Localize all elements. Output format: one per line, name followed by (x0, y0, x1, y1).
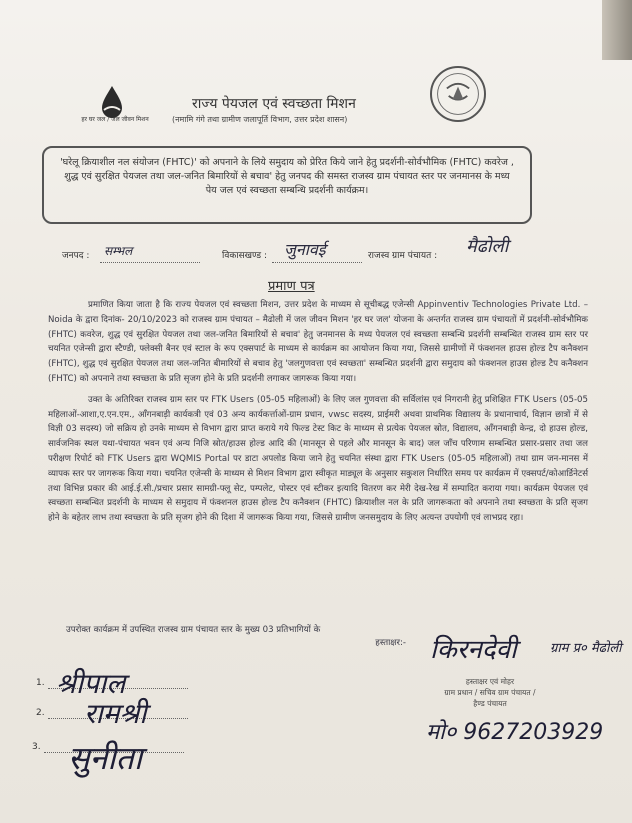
panchayat-value: मैढोली (466, 236, 509, 257)
header-title: राज्य पेयजल एवं स्वच्छता मिशन (192, 96, 356, 112)
panchayat-label: राजस्व ग्राम पंचायत : (368, 251, 438, 261)
signature-labels (420, 676, 560, 709)
sign-label-2: ग्राम प्रधान / सचिव ग्राम पंचायत / (444, 688, 536, 697)
block-underline (272, 262, 362, 263)
participants-note-line2: हस्ताक्षर:- (375, 638, 406, 648)
district-value: सम्भल (104, 244, 133, 258)
participant-3-number: 3. (32, 742, 41, 752)
district-underline (100, 262, 200, 263)
phone-number: मो० 9627203929 (426, 720, 604, 745)
pradhan-signature: किरनदेवी (430, 635, 517, 665)
sign-label-1: हस्ताक्षर एवं मोहर (465, 677, 515, 686)
certificate-title: प्रमाण पत्र (268, 279, 315, 294)
participant-1-number: 1. (36, 678, 45, 688)
district-label: जनपद : (62, 251, 90, 261)
sign-label-3: हैण्ड पंचायत (473, 699, 507, 708)
participant-2-number: 2. (36, 708, 45, 718)
header-subtitle: (नमामि गंगे तथा ग्रामीण जलापूर्ति विभाग, उत्तर प्रदेश शासन) (172, 115, 348, 124)
block-value: जुनावई (284, 240, 326, 259)
participant-3-signature: सुनीता (68, 739, 143, 777)
logo-caption: हर घर जल / जल जीवन मिशन (81, 116, 149, 123)
participant-2-signature: रामश्री (84, 697, 147, 730)
participants-note-line1: उपरोक्त कार्यक्रम में उपस्थित राजस्व ग्राम पंचायत स्तर के मुख्य 03 प्रतिभागियों के (66, 625, 321, 635)
body-paragraph-1: प्रमाणित किया जाता है कि राज्य पेयजल एवं स्वच्छता मिशन, उत्तर प्रदेश के माध्यम से सूचीबद्ध एजेन्सी Appinventiv Technologies Private Ltd. – Noida के द्वारा दिनांक- 20/10/2023 को राजस्व ग्राम पंचायत – मैढोली में जल जीवन मिशन 'हर घर जल' योजना के अन्तर्गत राजस्व ग्राम पंचायतों में प्रदर्शनी-सोर्वभौमिक (FHTC) कवरेज, शुद्ध एवं सुरक्षित पेयजल तथा जल-जनित बिमारियों से बचाव' हेतु जनमानस के मध्य पेयजल एवं स्वच्छता सम्बन्धि प्रदर्शनी सम्बन्धित राजस्व ग्राम स्तर पर चयनित एजेन्सी द्वारा स्टैण्डी, फ्लेक्सी बैनर एवं स्टाल के रूप एक्सपार्ट के माध्यम से कार्यक्रम का आयोजन किया गया, जिससे ग्रामीणों में फंक्शनल हाउस होल्ड टैप कनैक्शन (FHTC), शुद्ध एवं सुरक्षित पेयजल तथा जल-जनित बीमारियों से बचाव हेतु 'जलगुणवत्ता एवं स्वच्छता' सम्बन्धित प्रदर्शनी द्वारा समुदाय को फंक्शनल हाउस होल्ड टैप कनैक्शन (FHTC) को अपनाने तथा स्वच्छता के प्रति सृजग होने के प्रति प्रदर्शनी लगाकर जागरूक किया गया। (48, 300, 588, 384)
participants-note (66, 624, 406, 650)
up-government-emblem (430, 66, 486, 122)
certificate-body (48, 298, 588, 526)
page-corner-shadow (602, 0, 632, 60)
block-label: विकासखण्ड : (222, 251, 268, 261)
program-notice-box: 'घरेलू क्रियाशील नल संयोजन (FHTC)' को अपनाने के लिये समुदाय को प्रेरित किये जाने हेतु प्रदर्शनी-सोर्वभौमिक (FHTC) कवरेज , शुद्ध एवं सुरक्षित पेयजल तथा जल-जनित बिमारियों से बचाव' हेतु जनपद की समस्त राजस्व ग्राम पंचायत स्तर पर जनमानस के मध्य पेय जल एवं स्वच्छता सम्बन्धि प्रदर्शनी कार्यक्रम। (42, 146, 532, 224)
pradhan-designation-handwritten: ग्राम प्र० मैढोली (550, 641, 622, 656)
body-paragraph-2: उक्त के अतिरिक्त राजस्व ग्राम स्तर पर FTK Users (05-05 महिलाओं) के लिए जल गुणवत्ता की सर्विलांस एवं निगरानी हेतु प्रशिक्षित FTK Users (05-05 महिलाओं-आशा,ए.एन.एम., आँगनबाड़ी कार्यकत्री एवं 03 अन्य कार्यकर्त्ताओं-ग्राम प्रधान, vwsc सदस्य, प्राईमरी अथवा प्राथमिक विद्यालय के प्रधानाचार्य, विज्ञान छात्रों में से विज्ञी 03 सदस्य) जो सक्रिय हो उनके माध्यम से विभाग द्वारा प्राप्त कराये गये फिल्ड टेस्ट किट के माध्यम से प्रत्येक पेयजल स्रोत, विद्यालय, आँगनबाड़ी केन्द्र, दो हाउस होल्ड, सार्वजनिक स्थल यथा-पंचायत भवन एवं अन्य निजि स्रोत/हाउस होल्ड आदि की (मानसून से पहले और मानसून के बाद) जल जाँच परिणाम सम्बन्धित प्रसार-प्रसार तथा जल परीक्षण रिपोर्ट को FTK Users द्वारा WQMIS Portal पर डाटा अपलोड किया जाने हेतु चयनित संस्था द्वारा FTK Users (05-05 महिलाओं) तथा ग्राम जन-मानस में व्यापक स्तर पर जागरूक किया गया। चयनित एजेन्सी के माध्यम से मिशन विभाग द्वारा स्वीकृत माड्यूल के अनुसार सकुशल निर्धारित समय पर कार्यक्रम में एक्सपर्ट/कोआर्डिनेटर्स तथा विभिन्न प्रकार की आई.ई.सी./प्रचार प्रसार सामग्री-फ्लू सेट, पम्पलेट, पोस्टर एवं स्टीकर इत्यादि वितरण कर मेरी देख-रेख में सम्पादित कराया गया। कार्यक्रम पेयजल एवं स्वच्छता सम्बन्धित प्रदर्शनी के माध्यम से समुदाय में फंक्शनल हाउस होल्ड टैप कनैक्शन (FHTC) क्रियाशील नल के प्रति जागरूकता को अपनाने तथा स्वच्छता के प्रति सृजग होने के बहेतर लाभ तथा स्वच्छता के प्रति सृजग होने की दिशा में जागरूक किया गया, जिससे ग्रामीण जनसमुदाय के लिए अत्यन्त उपयोगी एवं लाभप्रद रहा। (48, 394, 588, 524)
participant-1-signature: श्रीपाल (56, 667, 126, 700)
